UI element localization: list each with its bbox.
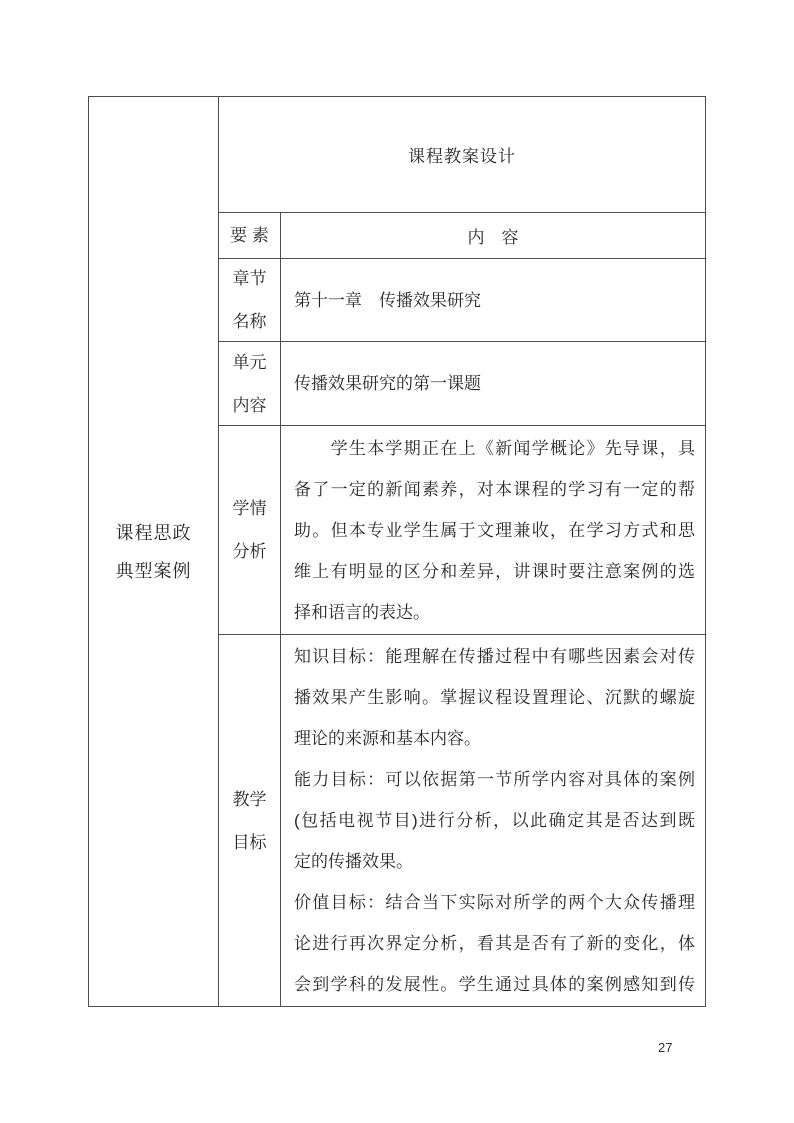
header-element-cell: 要 素 <box>219 213 281 258</box>
page-number: 27 <box>658 1040 673 1055</box>
unit-content-label <box>219 342 281 425</box>
text-line: 择和语言的表达。 <box>294 602 430 622</box>
text-line: 维上有明显的区分和差异，讲课时要注意案例的选 <box>294 561 695 581</box>
row-teaching-goals <box>219 634 705 1006</box>
text-line: 价值目标：结合当下实际对所学的两个大众传播理 <box>294 893 695 912</box>
text-line: 学生本学期正在上《新闻学概论》先导课，具 <box>294 438 695 458</box>
text-line: 备了一定的新闻素养，对本课程的学习有一定的帮 <box>294 479 695 499</box>
teaching-goals-label <box>219 635 281 1006</box>
text-line: 能力目标：可以依据第一节所学内容对具体的案例 <box>294 770 695 789</box>
category-label-line1: 课程思政 <box>115 522 192 543</box>
text-line: 定的传播效果。 <box>294 852 413 871</box>
lesson-plan-table <box>88 96 706 1007</box>
label-line: 单元 <box>232 352 267 372</box>
table-title: 课程教案设计 <box>408 147 516 166</box>
row-learning-situation <box>219 425 705 634</box>
label-line: 内容 <box>232 395 267 415</box>
text-line: 助。但本专业学生属于文理兼收，在学习方式和思 <box>294 520 695 540</box>
chapter-name-content <box>281 259 705 341</box>
text-line: 会到学科的发展性。学生通过具体的案例感知到传 <box>294 975 695 994</box>
label-line: 章节 <box>232 269 267 288</box>
learning-situation-content <box>281 426 705 634</box>
text-line: 播效果产生影响。掌握议程设置理论、沉默的螺旋 <box>294 688 695 707</box>
lesson-plan-main <box>219 97 705 1006</box>
text-line: (包括电视节目)进行分析，以此确定其是否达到既 <box>294 811 695 830</box>
label-line: 教学 <box>232 789 267 809</box>
text-line: 论进行再次界定分析，看其是否有了新的变化，体 <box>294 934 695 953</box>
row-unit-content <box>219 341 705 425</box>
category-cell <box>89 97 219 1006</box>
table-header-row <box>219 212 705 258</box>
text-line: 知识目标：能理解在传播过程中有哪些因素会对传 <box>294 647 695 666</box>
label-line: 目标 <box>232 832 267 852</box>
teaching-goals-content <box>281 635 705 1006</box>
text-line: 第十一章 传播效果研究 <box>294 290 481 310</box>
chapter-name-label <box>219 259 281 341</box>
text-line: 传播效果研究的第一课题 <box>294 374 481 393</box>
row-chapter-name <box>219 258 705 341</box>
learning-situation-label <box>219 426 281 634</box>
unit-content-content <box>281 342 705 425</box>
header-content-cell: 内 容 <box>467 228 519 247</box>
label-line: 分析 <box>232 542 267 561</box>
text-line: 理论的来源和基本内容。 <box>294 729 481 748</box>
label-line: 学情 <box>232 499 267 518</box>
category-label-line2: 典型案例 <box>115 560 192 581</box>
label-line: 名称 <box>232 312 267 331</box>
